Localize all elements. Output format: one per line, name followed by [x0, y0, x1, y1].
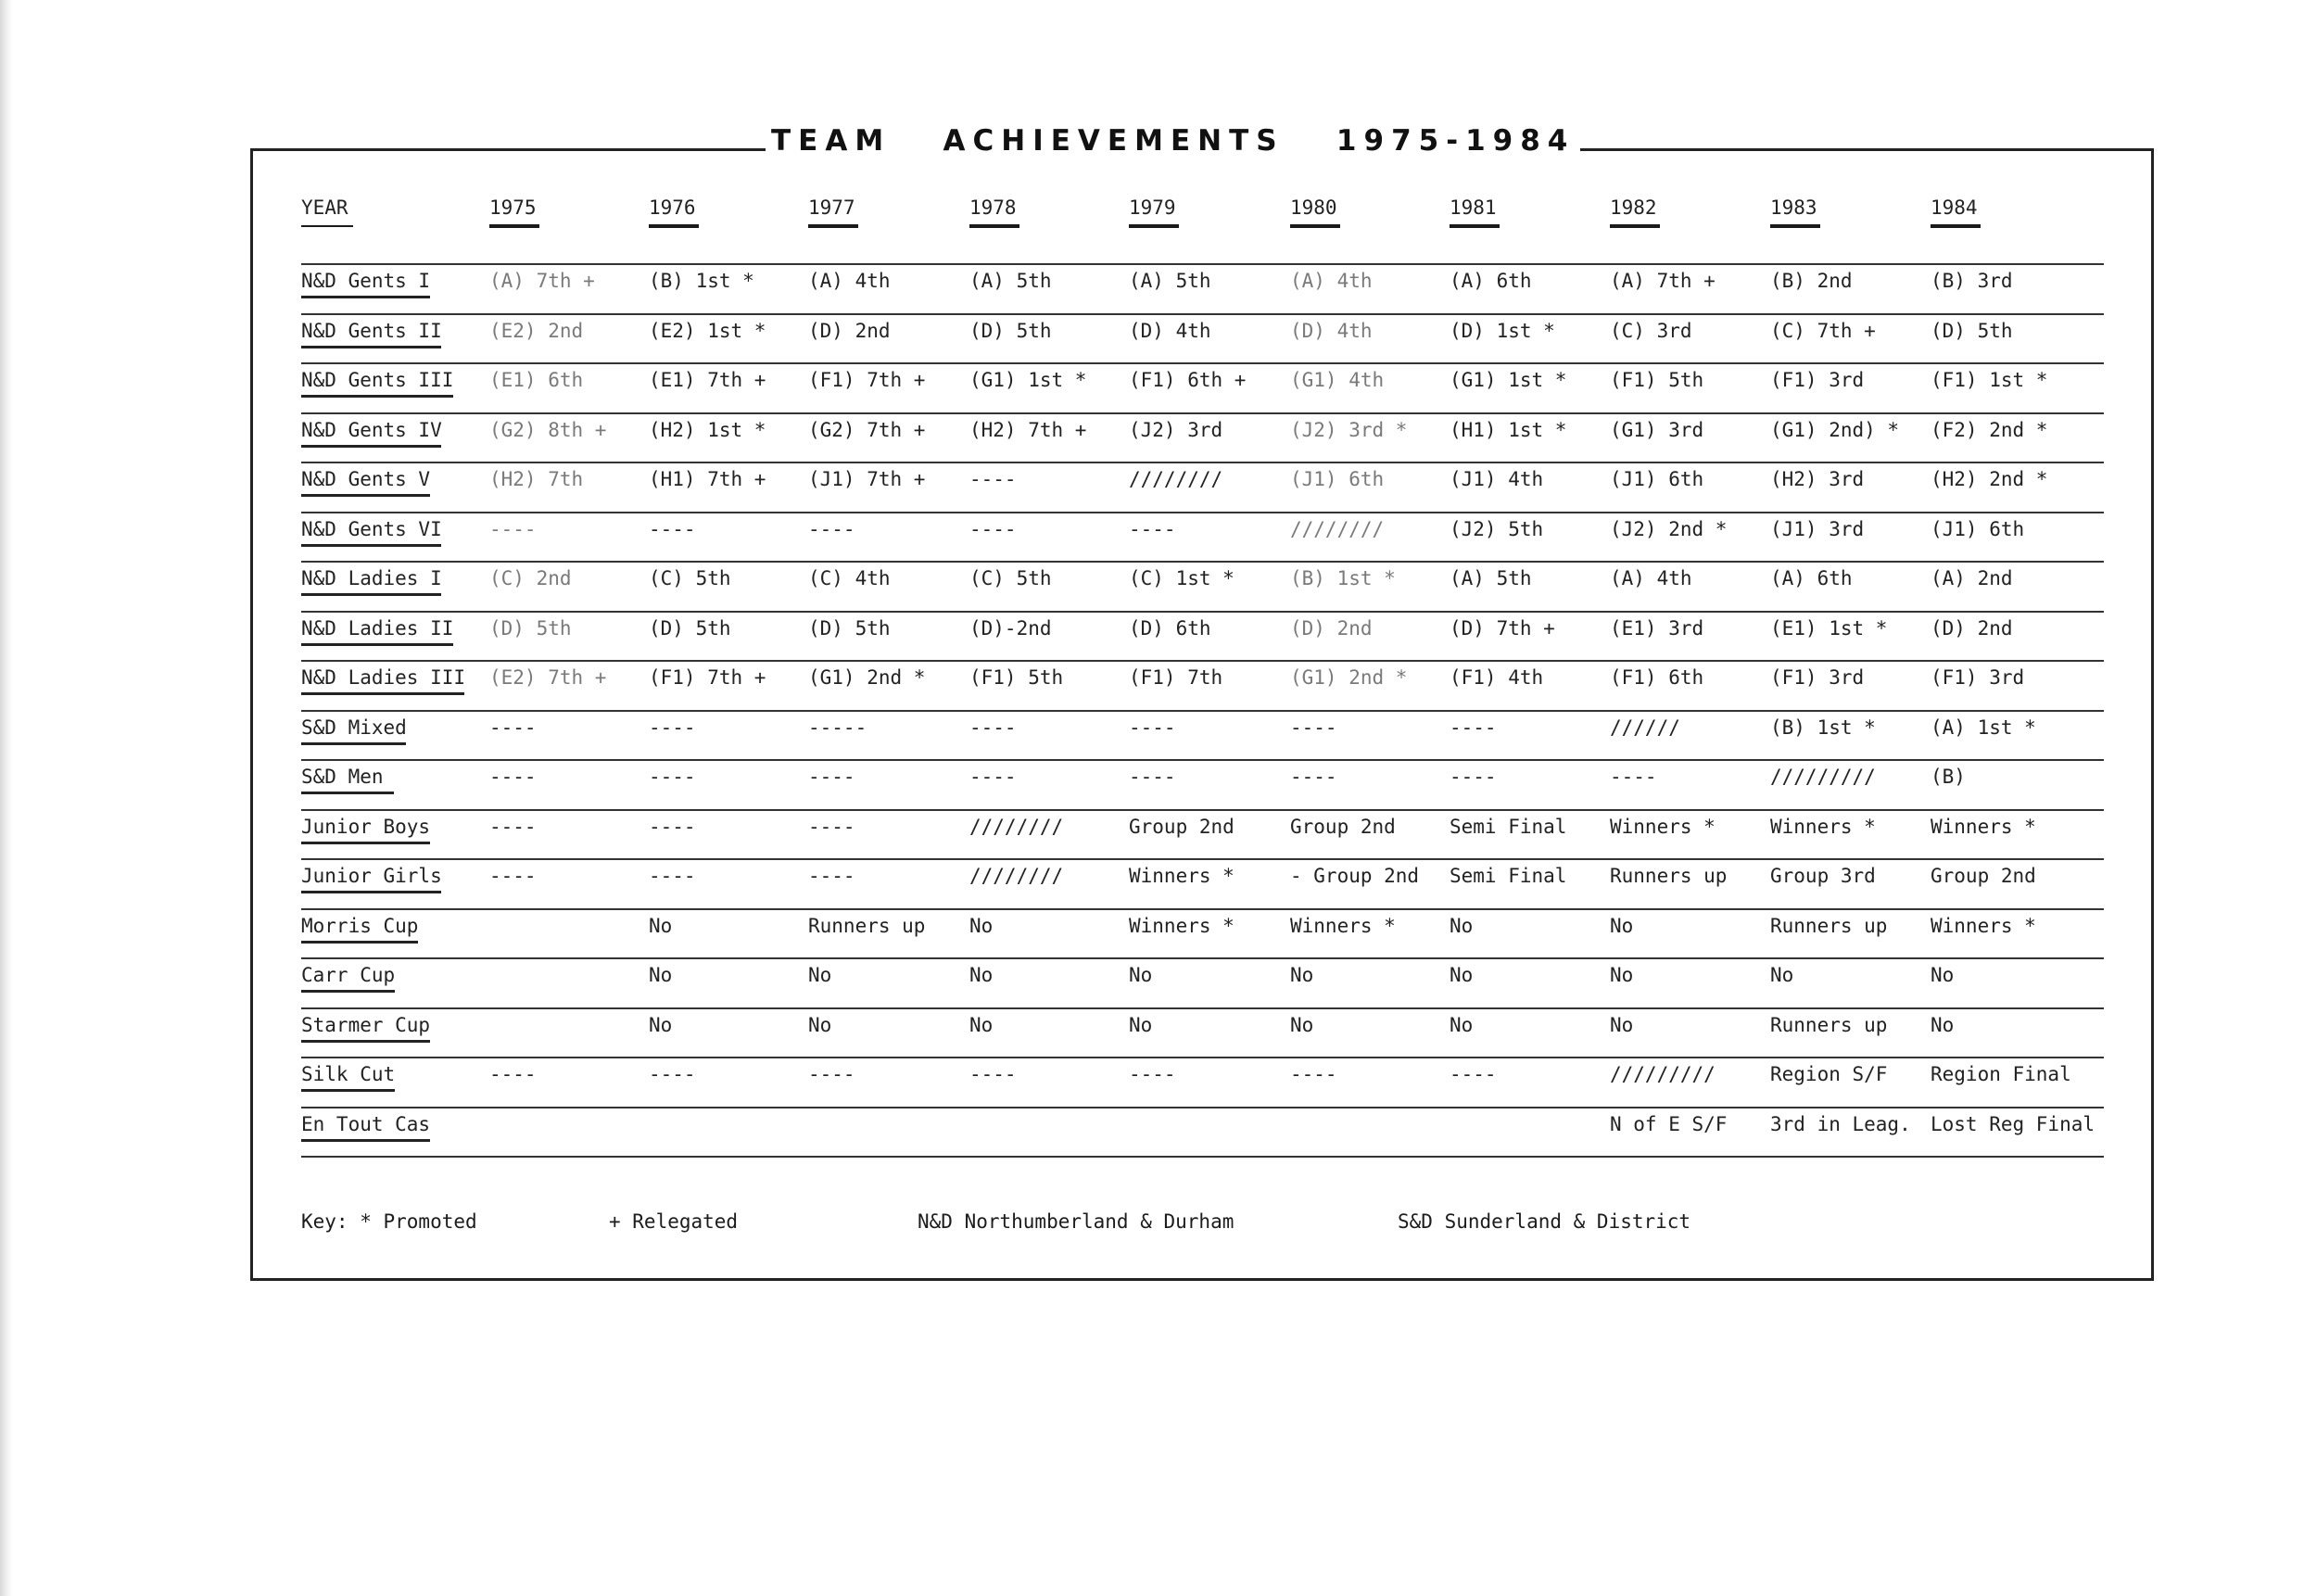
table-cell: (F1) 7th +: [808, 369, 926, 391]
year-header-underline: [301, 225, 353, 227]
table-cell: ----: [649, 1063, 696, 1085]
table-cell: ----: [808, 518, 855, 540]
year-header: 1980: [1290, 196, 1337, 219]
row-divider: [301, 908, 2104, 910]
table-cell: (E1) 6th: [489, 369, 584, 391]
table-cell: (H1) 7th +: [649, 468, 766, 490]
row-label-underline: [301, 742, 406, 745]
row-divider: [301, 660, 2104, 662]
table-cell: (D) 2nd: [1290, 617, 1373, 640]
table-cell: (A) 7th +: [1610, 270, 1716, 292]
table-cell: (A) 6th: [1770, 567, 1853, 589]
table-cell: No: [969, 915, 994, 937]
table-cell: ----: [489, 518, 537, 540]
table-cell: (J2) 3rd *: [1290, 419, 1408, 441]
year-header-underline: [489, 224, 539, 228]
table-cell: (G2) 7th +: [808, 419, 926, 441]
table-cell: (E1) 3rd: [1610, 617, 1704, 640]
table-cell: (G2) 8th +: [489, 419, 607, 441]
row-label: Carr Cup: [301, 964, 396, 986]
table-cell: N of E S/F: [1610, 1113, 1728, 1135]
row-label: N&D Ladies I: [301, 567, 442, 589]
table-cell: ----: [489, 816, 537, 838]
table-cell: (B) 1st *: [1770, 716, 1876, 739]
table-cell: No: [1129, 964, 1153, 986]
table-cell: (C) 4th: [808, 567, 891, 589]
table-cell: ----: [489, 865, 537, 887]
table-cell: (H2) 2nd *: [1931, 468, 2048, 490]
table-cell: (J2) 2nd *: [1610, 518, 1728, 540]
table-cell: (F2) 2nd *: [1931, 419, 2048, 441]
table-cell: Runners up: [1770, 915, 1888, 937]
row-label-underline: [301, 692, 464, 695]
table-cell: /////////: [1610, 1063, 1716, 1085]
table-cell: ----: [649, 865, 696, 887]
row-label-underline: [301, 792, 394, 794]
table-cell: (E2) 2nd: [489, 320, 584, 342]
table-cell: (F1) 6th: [1610, 666, 1704, 689]
row-label-underline: [301, 346, 441, 348]
row-divider: [301, 412, 2104, 414]
table-cell: Region Final: [1931, 1063, 2071, 1085]
table-cell: ----: [1290, 1063, 1337, 1085]
row-divider: [301, 561, 2104, 563]
year-header: 1984: [1931, 196, 1978, 219]
year-header-label: YEAR: [301, 196, 348, 219]
row-divider: [301, 313, 2104, 315]
key-promoted: Key: * Promoted: [301, 1210, 477, 1233]
year-header: 1983: [1770, 196, 1817, 219]
table-cell: (D) 2nd: [1931, 617, 2013, 640]
table-cell: (A) 4th: [1290, 270, 1373, 292]
table-cell: (C) 3rd: [1610, 320, 1692, 342]
table-cell: (D) 5th: [1931, 320, 2013, 342]
year-header: 1979: [1129, 196, 1176, 219]
row-label-underline: [301, 445, 441, 448]
table-cell: ----: [969, 468, 1017, 490]
table-cell: ----: [808, 816, 855, 838]
row-label-underline: [301, 1139, 430, 1142]
table-cell: //////: [1610, 716, 1680, 739]
table-cell: Winners *: [1770, 816, 1876, 838]
table-cell: (D) 4th: [1290, 320, 1373, 342]
table-cell: (F1) 3rd: [1931, 666, 2025, 689]
table-cell: Winners *: [1931, 915, 2036, 937]
table-cell: No: [649, 915, 673, 937]
table-cell: No: [808, 964, 832, 986]
table-cell: ----: [808, 865, 855, 887]
row-label-underline: [301, 990, 395, 993]
table-cell: (D) 2nd: [808, 320, 891, 342]
table-cell: (F1) 5th: [1610, 369, 1704, 391]
table-cell: (J1) 6th: [1931, 518, 2025, 540]
table-cell: No: [1931, 964, 1955, 986]
row-label: Starmer Cup: [301, 1014, 431, 1036]
table-cell: No: [649, 1014, 673, 1036]
year-header-underline: [1931, 224, 1981, 228]
table-cell: (E1) 1st *: [1770, 617, 1888, 640]
table-cell: ////////: [969, 816, 1064, 838]
table-cell: Semi Final: [1450, 816, 1567, 838]
year-header: 1982: [1610, 196, 1657, 219]
table-cell: ----: [969, 518, 1017, 540]
table-cell: (C) 7th +: [1770, 320, 1876, 342]
table-cell: ----: [1290, 716, 1337, 739]
table-cell: Runners up: [1770, 1014, 1888, 1036]
table-cell: ----: [489, 716, 537, 739]
table-cell: (J1) 3rd: [1770, 518, 1865, 540]
table-cell: ----: [649, 816, 696, 838]
table-cell: (J1) 6th: [1610, 468, 1704, 490]
key-nd: N&D Northumberland & Durham: [918, 1210, 1234, 1233]
table-cell: ----: [1290, 766, 1337, 788]
table-cell: No: [1610, 1014, 1634, 1036]
row-label: N&D Gents II: [301, 320, 442, 342]
table-cell: (D) 7th +: [1450, 617, 1555, 640]
table-cell: (H2) 1st *: [649, 419, 766, 441]
row-label: S&D Men: [301, 766, 384, 788]
table-cell: (J2) 3rd: [1129, 419, 1223, 441]
table-cell: ----: [649, 766, 696, 788]
table-cell: No: [1610, 964, 1634, 986]
table-cell: No: [1450, 915, 1474, 937]
table-cell: (J2) 5th: [1450, 518, 1544, 540]
table-cell: ----: [969, 1063, 1017, 1085]
table-cell: (B) 1st *: [1290, 567, 1396, 589]
table-cell: (D) 5th: [808, 617, 891, 640]
table-cell: - Group 2nd: [1290, 865, 1420, 887]
table-cell: /////////: [1770, 766, 1876, 788]
table-cell: Runners up: [808, 915, 926, 937]
table-cell: No: [969, 964, 994, 986]
row-label: N&D Gents VI: [301, 518, 442, 540]
year-header-underline: [1290, 224, 1340, 228]
table-cell: ----: [1450, 766, 1497, 788]
table-cell: (B) 1st *: [649, 270, 754, 292]
row-divider: [301, 710, 2104, 712]
table-cell: ////////: [1129, 468, 1223, 490]
year-header: 1977: [808, 196, 855, 219]
key-sd: S&D Sunderland & District: [1398, 1210, 1691, 1233]
table-cell: (A) 5th: [969, 270, 1052, 292]
table-cell: ----: [649, 518, 696, 540]
table-cell: ////////: [1290, 518, 1385, 540]
table-cell: (F1) 7th +: [649, 666, 766, 689]
table-cell: ----: [1450, 1063, 1497, 1085]
table-cell: (A) 6th: [1450, 270, 1532, 292]
year-header: 1981: [1450, 196, 1497, 219]
table-cell: (A) 4th: [1610, 567, 1692, 589]
table-cell: (G1) 4th: [1290, 369, 1385, 391]
table-cell: ----: [808, 766, 855, 788]
table-cell: Winners *: [1129, 915, 1234, 937]
table-cell: (B): [1931, 766, 1966, 788]
table-cell: Winners *: [1931, 816, 2036, 838]
table-cell: (F1) 3rd: [1770, 666, 1865, 689]
row-label: N&D Ladies II: [301, 617, 454, 640]
row-label-underline: [301, 842, 430, 844]
row-divider: [301, 957, 2104, 959]
table-cell: (J1) 4th: [1450, 468, 1544, 490]
table-cell: (D)-2nd: [969, 617, 1052, 640]
table-cell: (A) 5th: [1450, 567, 1532, 589]
row-label: Junior Boys: [301, 816, 431, 838]
row-label-underline: [301, 395, 453, 398]
table-cell: (G1) 2nd *: [808, 666, 926, 689]
row-divider: [301, 512, 2104, 513]
table-cell: (D) 4th: [1129, 320, 1211, 342]
table-cell: (G1) 2nd) *: [1770, 419, 1900, 441]
table-cell: (H2) 7th: [489, 468, 584, 490]
table-cell: ----: [969, 716, 1017, 739]
table-cell: No: [1290, 1014, 1314, 1036]
table-cell: (E1) 7th +: [649, 369, 766, 391]
table-cell: ----: [489, 766, 537, 788]
table-cell: Region S/F: [1770, 1063, 1888, 1085]
row-divider: [301, 809, 2104, 811]
row-label-underline: [301, 1089, 395, 1092]
table-cell: (D) 1st *: [1450, 320, 1555, 342]
year-header-underline: [1770, 224, 1820, 228]
year-header: 1975: [489, 196, 537, 219]
year-header-underline: [1450, 224, 1500, 228]
year-header-underline: [649, 224, 699, 228]
table-cell: ----: [1129, 1063, 1176, 1085]
table-cell: (A) 2nd: [1931, 567, 2013, 589]
row-label: N&D Ladies III: [301, 666, 466, 689]
row-divider: [301, 759, 2104, 761]
table-cell: No: [1450, 964, 1474, 986]
table-cell: (D) 5th: [489, 617, 572, 640]
table-cell: (J1) 6th: [1290, 468, 1385, 490]
row-label-underline: [301, 643, 453, 646]
table-cell: Lost Reg Final: [1931, 1113, 2095, 1135]
table-cell: (C) 5th: [969, 567, 1052, 589]
row-divider: [301, 1156, 2104, 1158]
table-cell: ----: [1129, 716, 1176, 739]
table-cell: (G1) 3rd: [1610, 419, 1704, 441]
row-label: N&D Gents V: [301, 468, 431, 490]
table-cell: (C) 5th: [649, 567, 731, 589]
table-cell: (D) 5th: [649, 617, 731, 640]
table-cell: (C) 2nd: [489, 567, 572, 589]
table-cell: (A) 4th: [808, 270, 891, 292]
table-cell: (B) 3rd: [1931, 270, 2013, 292]
row-label: S&D Mixed: [301, 716, 407, 739]
table-cell: (H1) 1st *: [1450, 419, 1567, 441]
table-cell: (D) 5th: [969, 320, 1052, 342]
row-divider: [301, 263, 2104, 265]
table-cell: (F1) 4th: [1450, 666, 1544, 689]
table-cell: ----: [969, 766, 1017, 788]
table-cell: (F1) 7th: [1129, 666, 1223, 689]
table-cell: (E2) 1st *: [649, 320, 766, 342]
table-cell: No: [969, 1014, 994, 1036]
table-cell: (F1) 3rd: [1770, 369, 1865, 391]
table-cell: (G1) 1st *: [969, 369, 1087, 391]
table-cell: Group 2nd: [1129, 816, 1234, 838]
page-title: TEAM ACHIEVEMENTS 1975-1984: [766, 120, 1580, 161]
table-cell: 3rd in Leag.: [1770, 1113, 1911, 1135]
table-cell: Group 3rd: [1770, 865, 1876, 887]
row-label: N&D Gents I: [301, 270, 431, 292]
table-cell: No: [1129, 1014, 1153, 1036]
table-cell: Group 2nd: [1931, 865, 2036, 887]
row-label: N&D Gents III: [301, 369, 454, 391]
row-label-underline: [301, 494, 430, 497]
table-cell: ----: [489, 1063, 537, 1085]
table-cell: (G1) 1st *: [1450, 369, 1567, 391]
table-cell: (F1) 6th +: [1129, 369, 1247, 391]
table-cell: (F1) 5th: [969, 666, 1064, 689]
row-label: Junior Girls: [301, 865, 442, 887]
table-cell: No: [1770, 964, 1794, 986]
table-cell: (H2) 7th +: [969, 419, 1087, 441]
table-cell: Runners up: [1610, 865, 1728, 887]
table-cell: (A) 7th +: [489, 270, 595, 292]
row-label: En Tout Cas: [301, 1113, 431, 1135]
row-label: N&D Gents IV: [301, 419, 442, 441]
table-cell: No: [1610, 915, 1634, 937]
year-header-underline: [1129, 224, 1179, 228]
row-divider: [301, 1007, 2104, 1009]
year-header: 1978: [969, 196, 1017, 219]
row-divider: [301, 462, 2104, 463]
table-cell: No: [1931, 1014, 1955, 1036]
table-cell: (A) 1st *: [1931, 716, 2036, 739]
row-label-underline: [301, 296, 430, 298]
row-label-underline: [301, 544, 441, 547]
row-divider: [301, 362, 2104, 364]
row-label-underline: [301, 1040, 430, 1043]
row-label: Morris Cup: [301, 915, 419, 937]
row-label: Silk Cut: [301, 1063, 396, 1085]
scan-edge-shadow: [0, 0, 13, 1596]
table-cell: (H2) 3rd: [1770, 468, 1865, 490]
key-relegated: + Relegated: [609, 1210, 739, 1233]
table-cell: (B) 2nd: [1770, 270, 1853, 292]
row-label-underline: [301, 941, 418, 944]
row-label-underline: [301, 891, 441, 893]
row-divider: [301, 1057, 2104, 1058]
table-cell: Winners *: [1290, 915, 1396, 937]
table-cell: No: [1450, 1014, 1474, 1036]
year-header-underline: [1610, 224, 1660, 228]
row-divider: [301, 611, 2104, 613]
row-divider: [301, 1107, 2104, 1108]
table-cell: ----: [1450, 716, 1497, 739]
table-cell: (D) 6th: [1129, 617, 1211, 640]
table-cell: No: [649, 964, 673, 986]
table-cell: Winners *: [1129, 865, 1234, 887]
table-cell: (C) 1st *: [1129, 567, 1234, 589]
table-cell: ----: [649, 716, 696, 739]
table-cell: Group 2nd: [1290, 816, 1396, 838]
table-cell: -----: [808, 716, 867, 739]
table-cell: (E2) 7th +: [489, 666, 607, 689]
table-cell: ----: [808, 1063, 855, 1085]
table-cell: (F1) 1st *: [1931, 369, 2048, 391]
table-cell: ----: [1129, 518, 1176, 540]
table-cell: ////////: [969, 865, 1064, 887]
row-divider: [301, 858, 2104, 860]
year-header-underline: [969, 224, 1019, 228]
table-cell: (G1) 2nd *: [1290, 666, 1408, 689]
table-cell: No: [1290, 964, 1314, 986]
table-cell: No: [808, 1014, 832, 1036]
table-cell: ----: [1129, 766, 1176, 788]
year-header-underline: [808, 224, 858, 228]
table-cell: Semi Final: [1450, 865, 1567, 887]
row-label-underline: [301, 593, 441, 596]
table-cell: (A) 5th: [1129, 270, 1211, 292]
year-header: 1976: [649, 196, 696, 219]
table-cell: ----: [1610, 766, 1657, 788]
table-cell: Winners *: [1610, 816, 1716, 838]
table-cell: (J1) 7th +: [808, 468, 926, 490]
